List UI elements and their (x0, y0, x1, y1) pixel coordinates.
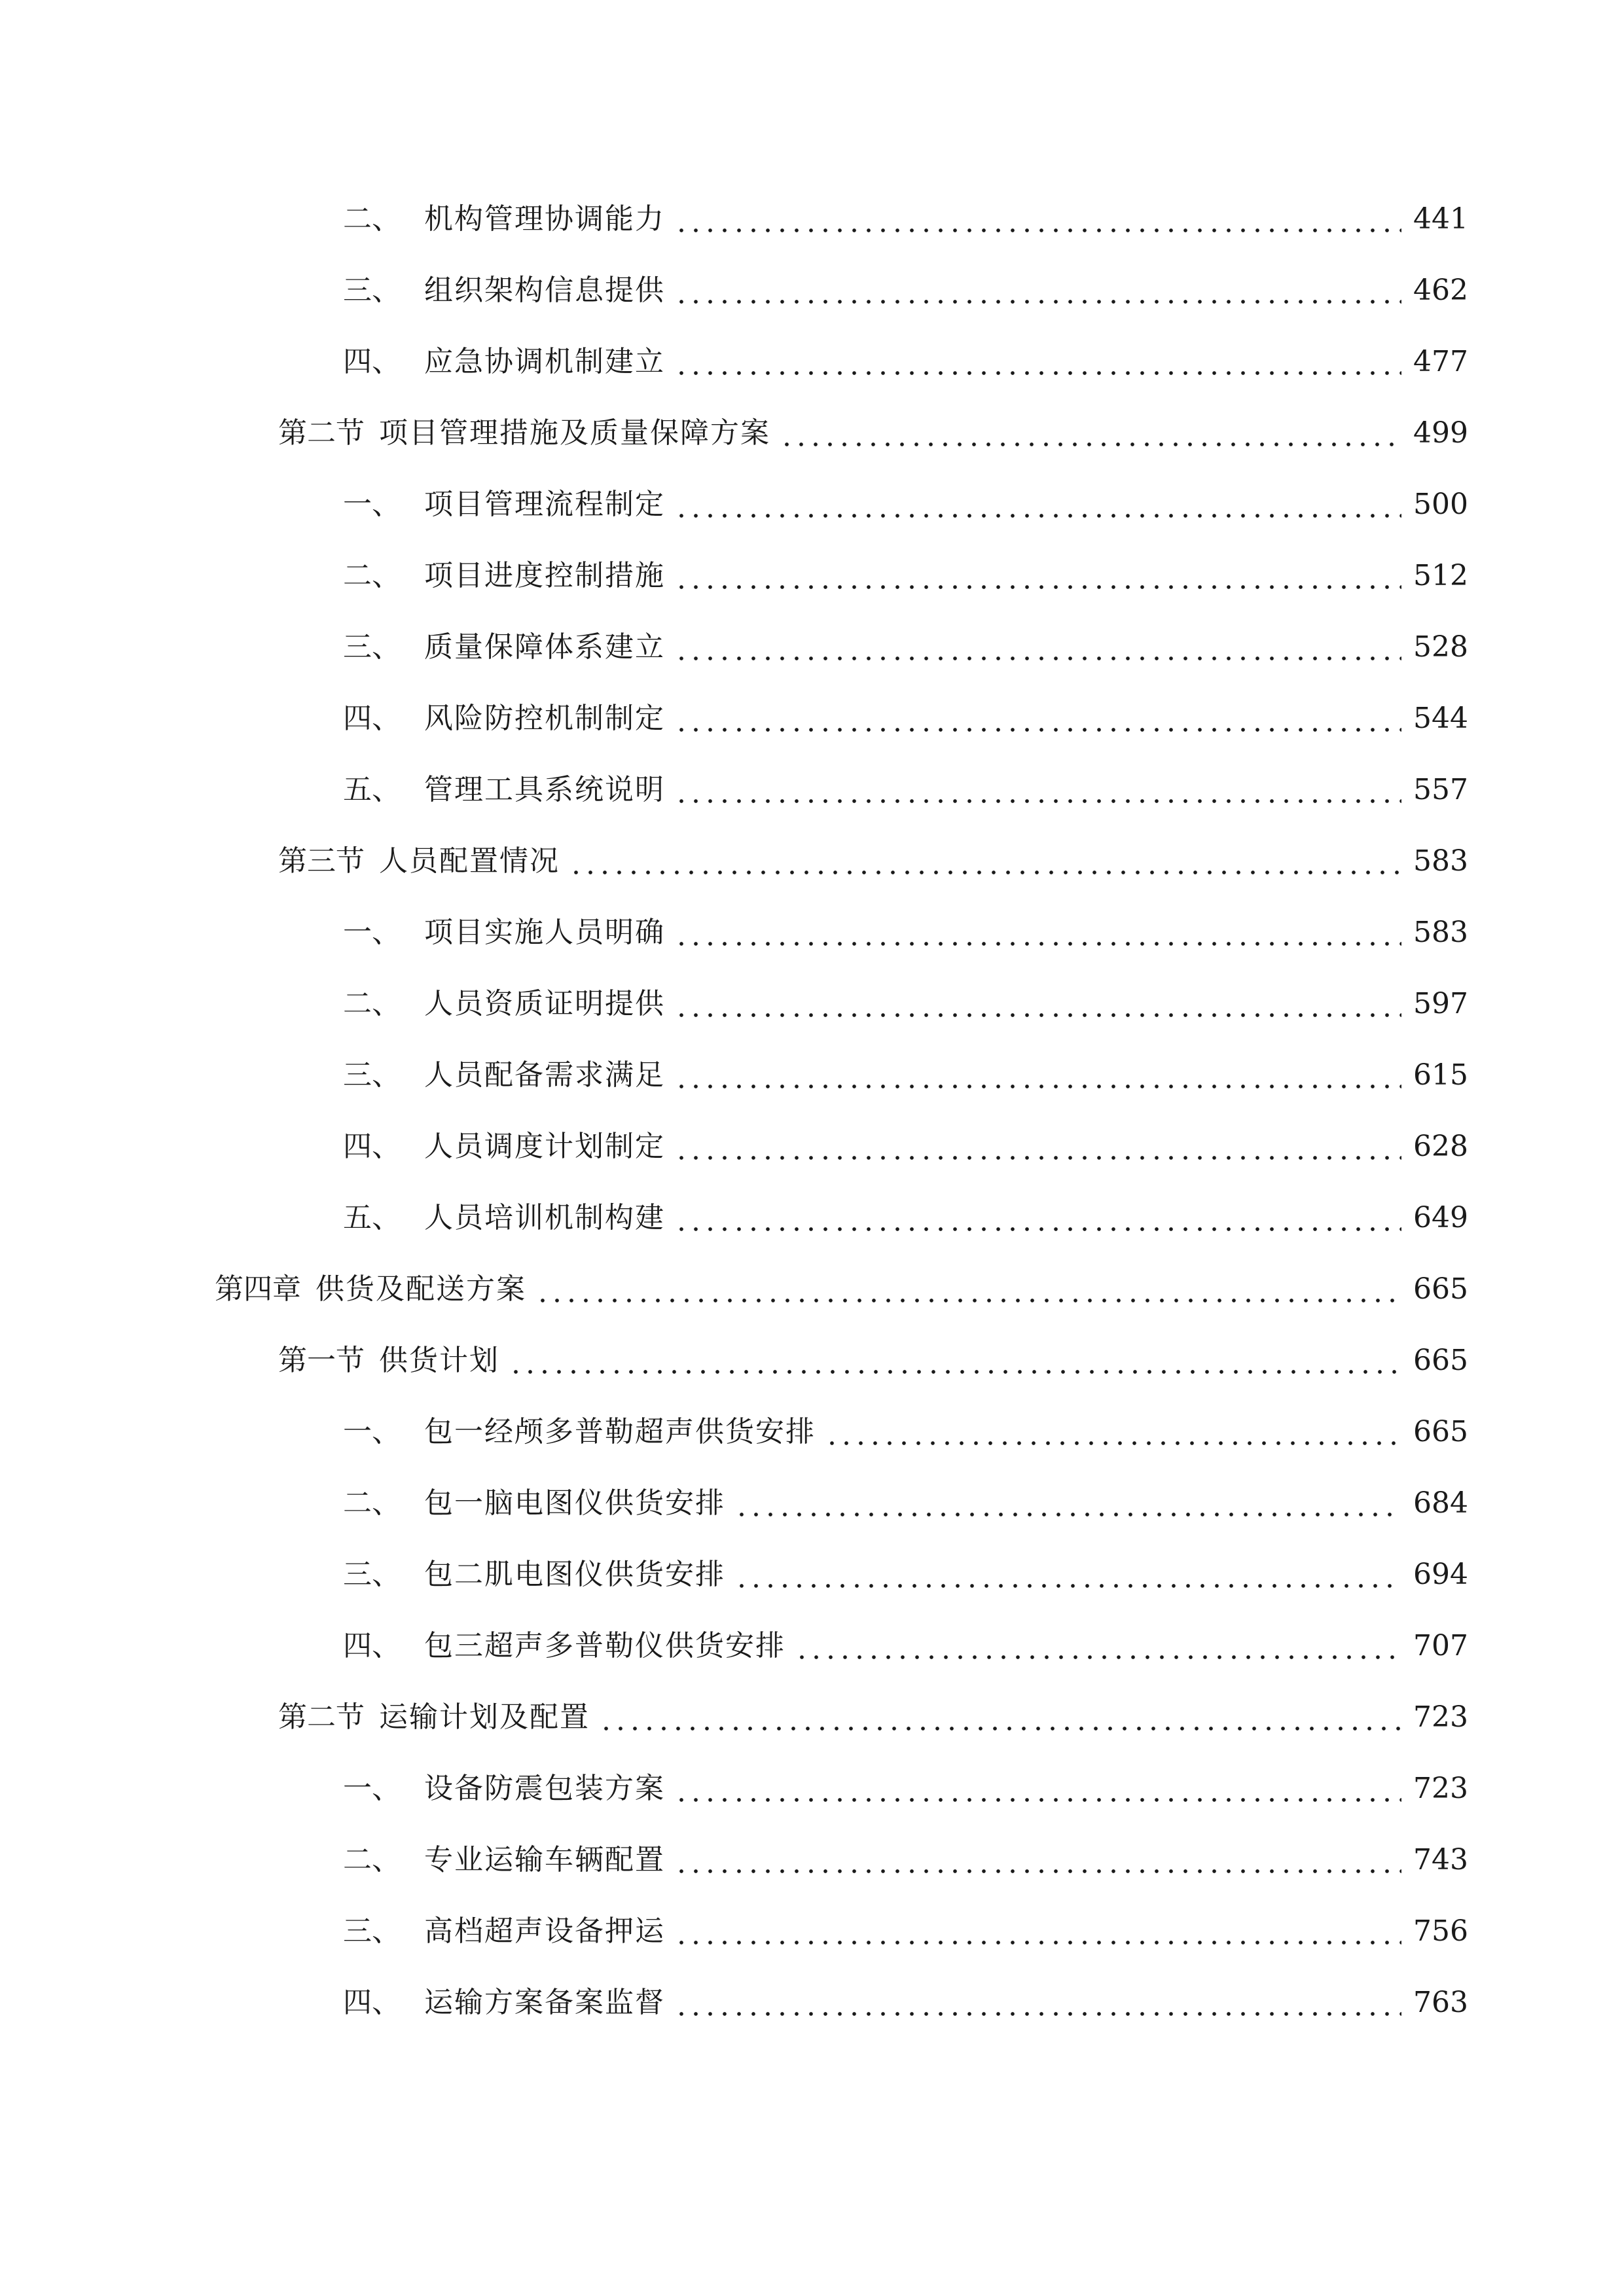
toc-entry-page: 649 (1413, 1201, 1468, 1234)
dot-leader (599, 1691, 1401, 1744)
dot-leader (795, 1620, 1401, 1672)
toc-entry[interactable] (343, 1977, 1468, 2029)
dot-leader (674, 906, 1401, 959)
toc-entry[interactable] (343, 264, 1468, 317)
toc-entry-number: 三、 (343, 1558, 401, 1591)
toc-entry-number: 一、 (343, 916, 401, 949)
dot-leader (674, 1192, 1401, 1244)
toc-entry-number: 五、 (343, 773, 401, 806)
dot-leader (780, 407, 1401, 459)
toc-entry[interactable] (343, 1121, 1468, 1173)
dot-leader (674, 1049, 1401, 1102)
toc-entry-page: 544 (1413, 702, 1468, 735)
toc-entry-title: 人员配置情况 (379, 844, 560, 878)
dot-leader (674, 1763, 1401, 1815)
toc-entry[interactable] (343, 1549, 1468, 1601)
dot-leader (674, 336, 1401, 388)
dot-leader (734, 1549, 1401, 1601)
toc-entry-page: 628 (1413, 1130, 1468, 1163)
toc-entry[interactable] (278, 835, 1468, 888)
toc-entry-page: 597 (1413, 987, 1468, 1020)
toc-entry-page: 763 (1413, 1986, 1468, 2019)
toc-entry-number: 三、 (343, 630, 401, 664)
toc-entry-title: 人员培训机制构建 (424, 1201, 665, 1234)
dot-leader (509, 1335, 1401, 1387)
toc-entry-page: 583 (1413, 916, 1468, 949)
toc-entry-page: 707 (1413, 1629, 1468, 1662)
toc-entry-number: 五、 (343, 1201, 401, 1234)
toc-entry[interactable] (343, 621, 1468, 673)
dot-leader (674, 1121, 1401, 1173)
toc-entry-page: 665 (1413, 1344, 1468, 1377)
toc-entry[interactable] (343, 764, 1468, 816)
dot-leader (674, 764, 1401, 816)
toc-entry-page: 512 (1413, 559, 1468, 592)
toc-entry[interactable] (278, 407, 1468, 459)
toc-entry-title: 高档超声设备押运 (424, 1914, 665, 1948)
toc-entry-page: 557 (1413, 773, 1468, 806)
toc-entry[interactable] (343, 1834, 1468, 1886)
toc-entry-page: 723 (1413, 1700, 1468, 1734)
toc-entry-page: 694 (1413, 1558, 1468, 1591)
toc-entry[interactable] (343, 1406, 1468, 1458)
toc-entry-number: 四、 (343, 1629, 401, 1662)
toc-entry-title: 人员调度计划制定 (424, 1130, 665, 1163)
toc-entry-title: 组织架构信息提供 (424, 274, 665, 307)
toc-entry-title: 运输计划及配置 (379, 1700, 590, 1734)
dot-leader (674, 550, 1401, 602)
toc-entry[interactable] (343, 1477, 1468, 1530)
toc-entry-title: 人员配备需求满足 (424, 1058, 665, 1092)
toc-entry[interactable] (343, 906, 1468, 959)
toc-entry-number: 一、 (343, 1415, 401, 1448)
toc-entry-number: 二、 (343, 987, 401, 1020)
toc-entry-number: 二、 (343, 1486, 401, 1520)
toc-entry-title: 供货及配送方案 (316, 1272, 526, 1306)
dot-leader (674, 1905, 1401, 1958)
toc-entry-title: 项目管理措施及质量保障方案 (379, 416, 770, 450)
toc-entry-number: 二、 (343, 1843, 401, 1876)
toc-entry-page: 499 (1413, 416, 1468, 450)
toc-entry-page: 615 (1413, 1058, 1468, 1092)
toc-entry-title: 风险防控机制制定 (424, 702, 665, 735)
toc-entry[interactable] (278, 1335, 1468, 1387)
toc-entry-number: 第一节 (278, 1344, 365, 1377)
toc-entry[interactable] (343, 1192, 1468, 1244)
toc-entry-page: 665 (1413, 1272, 1468, 1306)
toc-entry-number: 三、 (343, 274, 401, 307)
toc-entry-page: 462 (1413, 274, 1468, 307)
toc-entry-title: 质量保障体系建立 (424, 630, 665, 664)
toc-entry-page: 477 (1413, 345, 1468, 378)
toc-entry-title: 包三超声多普勒仪供货安排 (424, 1629, 785, 1662)
toc-entry-number: 二、 (343, 202, 401, 236)
toc-entry[interactable] (343, 978, 1468, 1030)
dot-leader (825, 1406, 1401, 1458)
toc-entry[interactable] (343, 478, 1468, 531)
toc-entry-number: 四、 (343, 1986, 401, 2019)
dot-leader (674, 193, 1401, 245)
toc-entry-number: 第四章 (215, 1272, 301, 1306)
toc-entry-page: 441 (1413, 202, 1468, 236)
toc-entry-title: 项目实施人员明确 (424, 916, 665, 949)
toc-entry-number: 第三节 (278, 844, 365, 878)
toc-entry-title: 供货计划 (379, 1344, 499, 1377)
toc-entry-number: 三、 (343, 1058, 401, 1092)
toc-entry[interactable] (343, 692, 1468, 745)
toc-entry[interactable] (343, 1763, 1468, 1815)
toc-entry-page: 743 (1413, 1843, 1468, 1876)
dot-leader (674, 692, 1401, 745)
toc-entry-title: 应急协调机制建立 (424, 345, 665, 378)
toc-entry-page: 528 (1413, 630, 1468, 664)
toc-entry-title: 项目管理流程制定 (424, 488, 665, 521)
toc-entry-number: 一、 (343, 488, 401, 521)
toc-entry-number: 第二节 (278, 416, 365, 450)
toc-entry-page: 665 (1413, 1415, 1468, 1448)
toc-entry-number: 一、 (343, 1772, 401, 1805)
toc-entry-title: 机构管理协调能力 (424, 202, 665, 236)
toc-entry-title: 人员资质证明提供 (424, 987, 665, 1020)
toc-entry-title: 运输方案备案监督 (424, 1986, 665, 2019)
toc-entry-page: 756 (1413, 1914, 1468, 1948)
dot-leader (569, 835, 1401, 888)
toc-entry-title: 包一脑电图仪供货安排 (424, 1486, 725, 1520)
toc-entry-title: 专业运输车辆配置 (424, 1843, 665, 1876)
dot-leader (674, 478, 1401, 531)
toc-entry-number: 第二节 (278, 1700, 365, 1734)
toc-entry-title: 项目进度控制措施 (424, 559, 665, 592)
dot-leader (734, 1477, 1401, 1530)
toc-entry-number: 四、 (343, 1130, 401, 1163)
dot-leader (674, 1977, 1401, 2029)
toc-entry[interactable] (343, 1905, 1468, 1958)
toc-entry[interactable] (343, 336, 1468, 388)
toc-entry[interactable] (343, 1620, 1468, 1672)
toc-entry[interactable] (278, 1691, 1468, 1744)
toc-entry-title: 管理工具系统说明 (424, 773, 665, 806)
toc-entry-number: 四、 (343, 702, 401, 735)
toc-entry[interactable] (343, 1049, 1468, 1102)
toc-entry-title: 包二肌电图仪供货安排 (424, 1558, 725, 1591)
toc-entry[interactable] (215, 1263, 1468, 1316)
dot-leader (674, 621, 1401, 673)
toc-entry-page: 684 (1413, 1486, 1468, 1520)
toc-entry-number: 二、 (343, 559, 401, 592)
dot-leader (674, 978, 1401, 1030)
dot-leader (535, 1263, 1401, 1316)
toc-entry-number: 四、 (343, 345, 401, 378)
toc-entry-number: 三、 (343, 1914, 401, 1948)
toc-entry[interactable] (343, 550, 1468, 602)
dot-leader (674, 1834, 1401, 1886)
toc-entry-page: 583 (1413, 844, 1468, 878)
toc-entry[interactable] (343, 193, 1468, 245)
toc-entry-title: 包一经颅多普勒超声供货安排 (424, 1415, 816, 1448)
dot-leader (674, 264, 1401, 317)
toc-entry-title: 设备防震包装方案 (424, 1772, 665, 1805)
toc-entry-page: 500 (1413, 488, 1468, 521)
toc-entry-page: 723 (1413, 1772, 1468, 1805)
